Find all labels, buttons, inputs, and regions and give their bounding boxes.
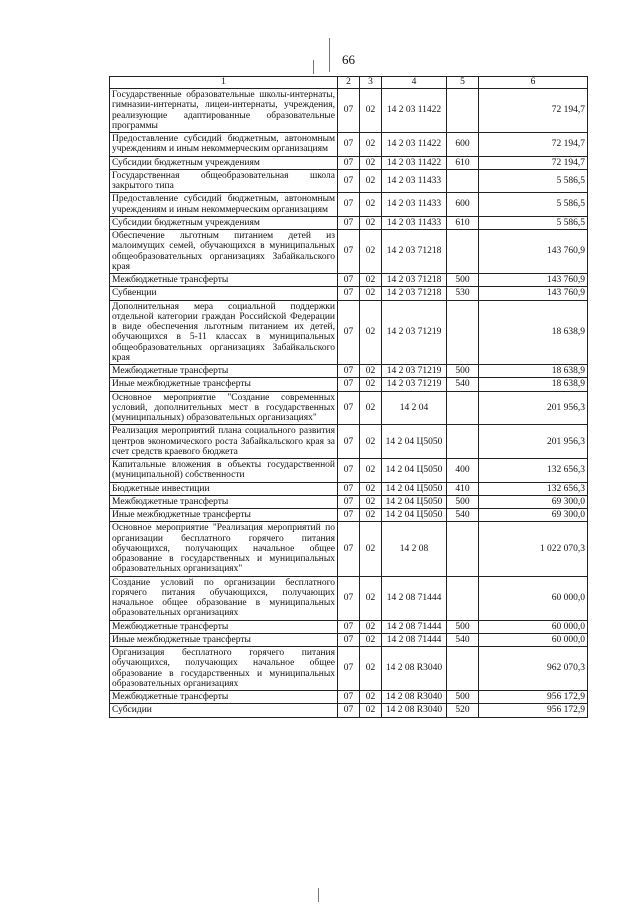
target-article-cell: 14 2 04 Ц5050	[382, 425, 447, 459]
table-row	[110, 216, 588, 229]
subsection-cell: 02	[360, 193, 382, 217]
row-name-cell: Межбюджетные трансферты	[110, 620, 338, 633]
row-name-cell: Реализация мероприятий плана социального развития центров экономического роста Забайкальского края за счет средств краевого бюджета	[110, 425, 338, 459]
table-row	[110, 459, 588, 483]
table-row	[110, 193, 588, 217]
row-name-cell: Государственная общеобразовательная школа закрытого типа	[110, 169, 338, 193]
column-header: 1	[110, 77, 338, 89]
subsection-cell: 02	[360, 704, 382, 717]
expense-type-cell	[447, 425, 479, 459]
subsection-cell: 02	[360, 459, 382, 483]
amount-cell: 132 656,3	[479, 482, 588, 495]
row-name-cell: Создание условий по организации бесплатного горячего питания обучающихся, получающих начальное общее образование в муниципальных образовательных организациях	[110, 576, 338, 620]
row-name-cell: Субвенции	[110, 287, 338, 300]
target-article-cell: 14 2 04 Ц5050	[382, 459, 447, 483]
section-cell: 07	[338, 193, 360, 217]
target-article-cell: 14 2 03 71219	[382, 365, 447, 378]
expense-type-cell: 500	[447, 274, 479, 287]
amount-cell: 18 638,9	[479, 300, 588, 365]
target-article-cell: 14 2 03 71218	[382, 230, 447, 274]
section-cell: 07	[338, 216, 360, 229]
expense-type-cell	[447, 522, 479, 576]
table-row	[110, 633, 588, 646]
section-cell: 07	[338, 704, 360, 717]
amount-cell: 143 760,9	[479, 274, 588, 287]
expense-type-cell	[447, 169, 479, 193]
section-cell: 07	[338, 509, 360, 522]
table-row	[110, 378, 588, 391]
amount-cell: 1 022 070,3	[479, 522, 588, 576]
expense-type-cell: 600	[447, 193, 479, 217]
subsection-cell: 02	[360, 156, 382, 169]
table-row	[110, 495, 588, 508]
amount-cell: 69 300,0	[479, 495, 588, 508]
subsection-cell: 02	[360, 509, 382, 522]
amount-cell: 69 300,0	[479, 509, 588, 522]
expense-type-cell: 410	[447, 482, 479, 495]
budget-table	[109, 76, 588, 718]
column-header: 6	[479, 77, 588, 89]
table-row	[110, 704, 588, 717]
amount-cell: 143 760,9	[479, 230, 588, 274]
subsection-cell: 02	[360, 133, 382, 157]
section-cell: 07	[338, 522, 360, 576]
subsection-cell: 02	[360, 300, 382, 365]
subsection-cell: 02	[360, 495, 382, 508]
expense-type-cell: 600	[447, 133, 479, 157]
amount-cell: 5 586,5	[479, 216, 588, 229]
amount-cell: 60 000,0	[479, 633, 588, 646]
table-row	[110, 576, 588, 620]
expense-type-cell: 500	[447, 495, 479, 508]
row-name-cell: Капитальные вложения в объекты государственной (муниципальной) собственности	[110, 459, 338, 483]
target-article-cell: 14 2 08	[382, 522, 447, 576]
section-cell: 07	[338, 691, 360, 704]
expense-type-cell	[447, 576, 479, 620]
amount-cell: 201 956,3	[479, 425, 588, 459]
table-row	[110, 169, 588, 193]
subsection-cell: 02	[360, 89, 382, 133]
expense-type-cell: 500	[447, 691, 479, 704]
scan-mark	[313, 60, 314, 74]
row-name-cell: Организация бесплатного горячего питания обучающихся, получающих начальное общее образование в государственных и муниципальных образовательных организациях	[110, 647, 338, 691]
section-cell: 07	[338, 495, 360, 508]
row-name-cell: Межбюджетные трансферты	[110, 274, 338, 287]
subsection-cell: 02	[360, 691, 382, 704]
expense-type-cell: 540	[447, 633, 479, 646]
expense-type-cell: 610	[447, 156, 479, 169]
target-article-cell: 14 2 03 11422	[382, 156, 447, 169]
amount-cell: 143 760,9	[479, 287, 588, 300]
expense-type-cell	[447, 89, 479, 133]
table-row	[110, 509, 588, 522]
subsection-cell: 02	[360, 230, 382, 274]
target-article-cell: 14 2 03 71218	[382, 287, 447, 300]
section-cell: 07	[338, 459, 360, 483]
target-article-cell: 14 2 04	[382, 391, 447, 425]
subsection-cell: 02	[360, 274, 382, 287]
row-name-cell: Предоставление субсидий бюджетным, автономным учреждениям и иным некоммерческим организациям	[110, 133, 338, 157]
target-article-cell: 14 2 04 Ц5050	[382, 495, 447, 508]
table-row	[110, 522, 588, 576]
section-cell: 07	[338, 133, 360, 157]
amount-cell: 201 956,3	[479, 391, 588, 425]
expense-type-cell: 520	[447, 704, 479, 717]
section-cell: 07	[338, 169, 360, 193]
table-row	[110, 365, 588, 378]
target-article-cell: 14 2 03 71219	[382, 300, 447, 365]
expense-type-cell	[447, 230, 479, 274]
subsection-cell: 02	[360, 216, 382, 229]
row-name-cell: Основное мероприятие "Реализация мероприятий по организации бесплатного горячего питания обучающихся, получающих начальное общее образование в государственных и муниципальных образовательных организациях"	[110, 522, 338, 576]
subsection-cell: 02	[360, 576, 382, 620]
table-row	[110, 425, 588, 459]
target-article-cell: 14 2 08 R3040	[382, 704, 447, 717]
section-cell: 07	[338, 482, 360, 495]
row-name-cell: Субсидии бюджетным учреждениям	[110, 216, 338, 229]
target-article-cell: 14 2 03 11433	[382, 169, 447, 193]
row-name-cell: Межбюджетные трансферты	[110, 495, 338, 508]
column-header: 2	[338, 77, 360, 89]
amount-cell: 72 194,7	[479, 156, 588, 169]
section-cell: 07	[338, 365, 360, 378]
table-row	[110, 482, 588, 495]
expense-type-cell: 500	[447, 365, 479, 378]
target-article-cell: 14 2 03 11433	[382, 216, 447, 229]
target-article-cell: 14 2 08 R3040	[382, 691, 447, 704]
expense-type-cell	[447, 300, 479, 365]
amount-cell: 962 070,3	[479, 647, 588, 691]
subsection-cell: 02	[360, 647, 382, 691]
section-cell: 07	[338, 287, 360, 300]
expense-type-cell: 400	[447, 459, 479, 483]
subsection-cell: 02	[360, 482, 382, 495]
section-cell: 07	[338, 89, 360, 133]
section-cell: 07	[338, 156, 360, 169]
row-name-cell: Иные межбюджетные трансферты	[110, 509, 338, 522]
subsection-cell: 02	[360, 620, 382, 633]
expense-type-cell	[447, 647, 479, 691]
subsection-cell: 02	[360, 391, 382, 425]
column-header: 5	[447, 77, 479, 89]
expense-type-cell	[447, 391, 479, 425]
expense-type-cell: 500	[447, 620, 479, 633]
target-article-cell: 14 2 08 71444	[382, 633, 447, 646]
target-article-cell: 14 2 03 71218	[382, 274, 447, 287]
target-article-cell: 14 2 03 71219	[382, 378, 447, 391]
target-article-cell: 14 2 08 71444	[382, 576, 447, 620]
table-row	[110, 274, 588, 287]
subsection-cell: 02	[360, 365, 382, 378]
subsection-cell: 02	[360, 287, 382, 300]
target-article-cell: 14 2 04 Ц5050	[382, 482, 447, 495]
target-article-cell: 14 2 03 11433	[382, 193, 447, 217]
subsection-cell: 02	[360, 169, 382, 193]
amount-cell: 5 586,5	[479, 193, 588, 217]
table-row	[110, 391, 588, 425]
section-cell: 07	[338, 633, 360, 646]
amount-cell: 72 194,7	[479, 89, 588, 133]
table-row	[110, 230, 588, 274]
row-name-cell: Иные межбюджетные трансферты	[110, 633, 338, 646]
subsection-cell: 02	[360, 378, 382, 391]
row-name-cell: Основное мероприятие "Создание современных условий, дополнительных мест в государственных (муниципальных) образовательных организациях"	[110, 391, 338, 425]
section-cell: 07	[338, 300, 360, 365]
column-header: 4	[382, 77, 447, 89]
table-row	[110, 620, 588, 633]
target-article-cell: 14 2 03 11422	[382, 133, 447, 157]
row-name-cell: Межбюджетные трансферты	[110, 365, 338, 378]
subsection-cell: 02	[360, 522, 382, 576]
amount-cell: 18 638,9	[479, 378, 588, 391]
amount-cell: 18 638,9	[479, 365, 588, 378]
row-name-cell: Субсидии	[110, 704, 338, 717]
table-header-row	[110, 77, 588, 89]
table-row	[110, 300, 588, 365]
target-article-cell: 14 2 03 11422	[382, 89, 447, 133]
amount-cell: 72 194,7	[479, 133, 588, 157]
section-cell: 07	[338, 274, 360, 287]
section-cell: 07	[338, 378, 360, 391]
row-name-cell: Бюджетные инвестиции	[110, 482, 338, 495]
expense-type-cell: 610	[447, 216, 479, 229]
scan-mark	[329, 38, 330, 72]
section-cell: 07	[338, 425, 360, 459]
section-cell: 07	[338, 391, 360, 425]
amount-cell: 132 656,3	[479, 459, 588, 483]
expense-type-cell: 540	[447, 378, 479, 391]
table-row	[110, 287, 588, 300]
target-article-cell: 14 2 08 R3040	[382, 647, 447, 691]
amount-cell: 5 586,5	[479, 169, 588, 193]
table-row	[110, 691, 588, 704]
scan-mark	[318, 888, 319, 902]
table-row	[110, 133, 588, 157]
section-cell: 07	[338, 230, 360, 274]
row-name-cell: Предоставление субсидий бюджетным, автономным учреждениям и иным некоммерческим организациям	[110, 193, 338, 217]
amount-cell: 60 000,0	[479, 620, 588, 633]
table-row	[110, 647, 588, 691]
section-cell: 07	[338, 620, 360, 633]
subsection-cell: 02	[360, 633, 382, 646]
target-article-cell: 14 2 04 Ц5050	[382, 509, 447, 522]
row-name-cell: Межбюджетные трансферты	[110, 691, 338, 704]
section-cell: 07	[338, 576, 360, 620]
table-row	[110, 89, 588, 133]
section-cell: 07	[338, 647, 360, 691]
row-name-cell: Государственные образовательные школы-интернаты, гимназии-интернаты, лицеи-интернаты, учреждения, реализующие адаптированные образовательные программы	[110, 89, 338, 133]
amount-cell: 60 000,0	[479, 576, 588, 620]
page-number: 66	[342, 52, 355, 67]
expense-type-cell: 540	[447, 509, 479, 522]
table-row	[110, 156, 588, 169]
row-name-cell: Дополнительная мера социальной поддержки отдельной категории граждан Российской Федерации в виде обеспечения льготным питанием их детей, обучающихся в 5-11 классах в муниципальных общеобразовательных организациях Забайкальского края	[110, 300, 338, 365]
row-name-cell: Субсидии бюджетным учреждениям	[110, 156, 338, 169]
column-header: 3	[360, 77, 382, 89]
subsection-cell: 02	[360, 425, 382, 459]
amount-cell: 956 172,9	[479, 704, 588, 717]
row-name-cell: Обеспечение льготным питанием детей из малоимущих семей, обучающихся в муниципальных общеобразовательных организациях Забайкальского края	[110, 230, 338, 274]
amount-cell: 956 172,9	[479, 691, 588, 704]
expense-type-cell: 530	[447, 287, 479, 300]
row-name-cell: Иные межбюджетные трансферты	[110, 378, 338, 391]
target-article-cell: 14 2 08 71444	[382, 620, 447, 633]
